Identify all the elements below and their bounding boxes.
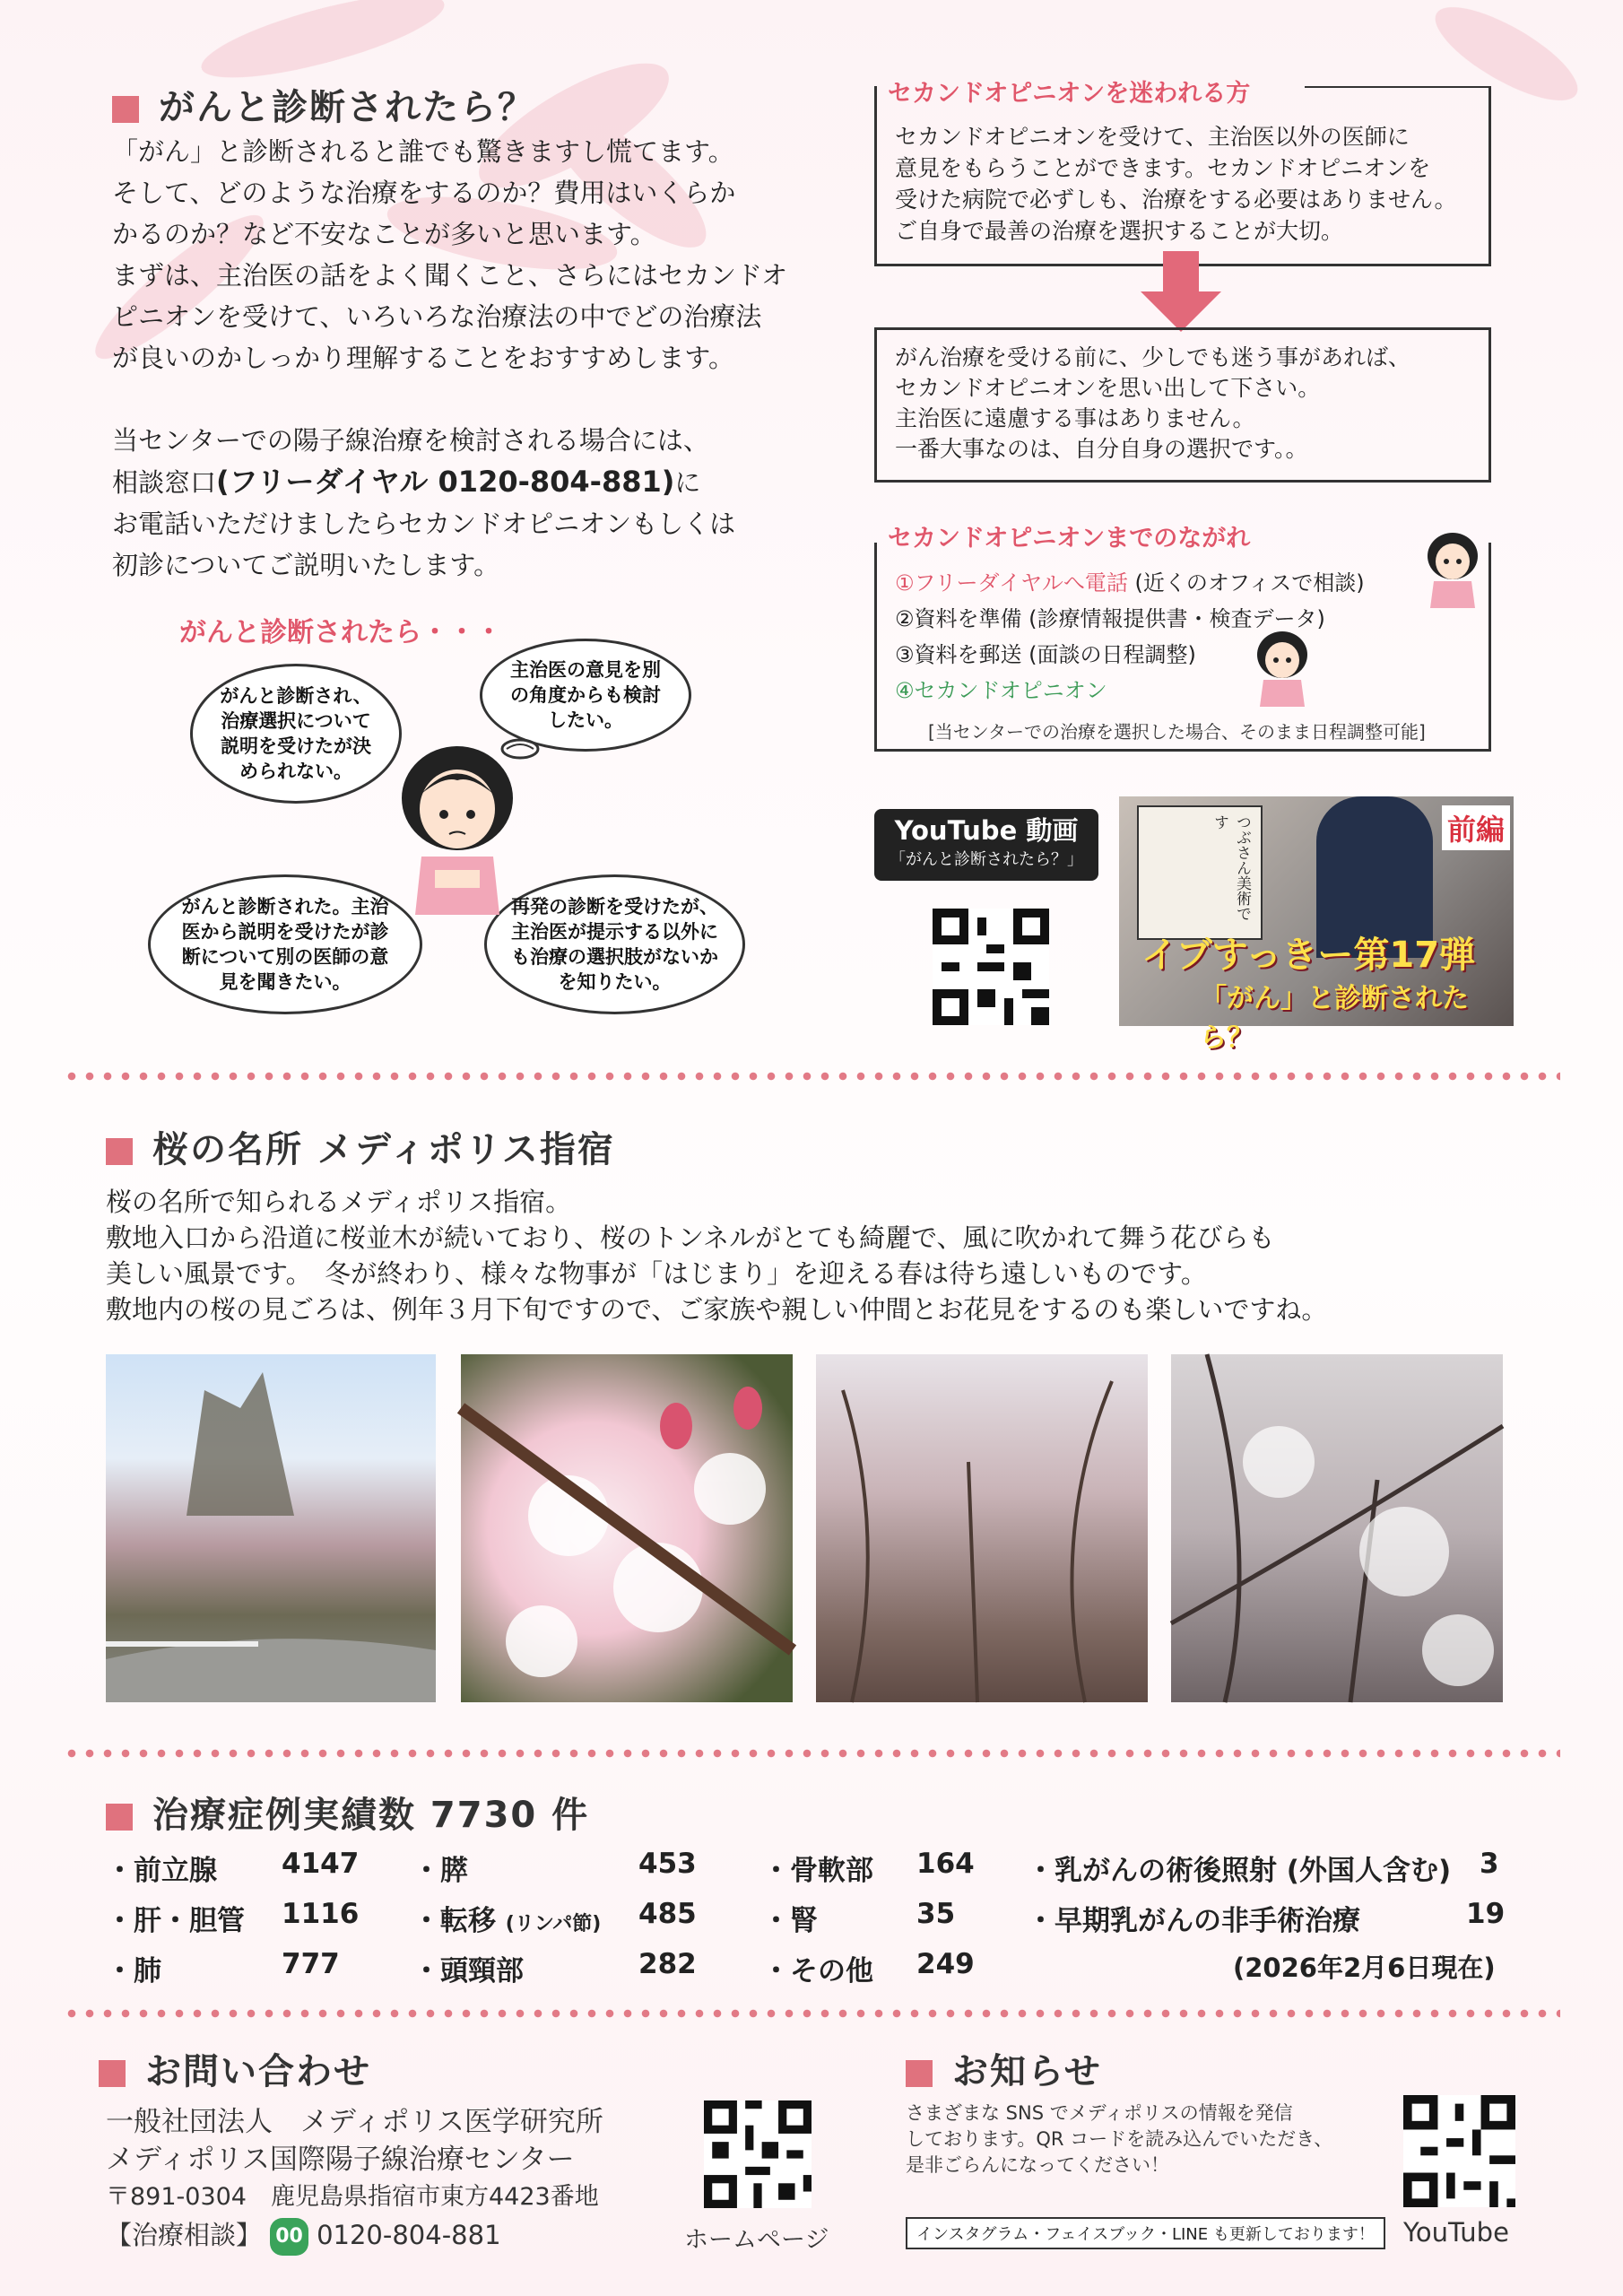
heading-square-icon <box>112 96 139 123</box>
sigh-icon <box>498 735 542 762</box>
sakura-paragraph: 桜の名所で知られるメディポリス指宿。 敷地入口から沿道に桜並木が続いており、桜のトンネルがとても綺麗で、風に吹かれて舞う花びらも 美しい風景です。 冬が終わり、様々な物事が「はじまり」を迎える春は待ち遠しいものです。 敷地内の桜の見ごろは、例年３月下旬ですので、ご家族や親しい仲間とお花見をするのも楽しいですね。 <box>106 1187 1328 1325</box>
flow-step: ④セカンドオピニオン <box>895 678 1107 703</box>
address: 〒891-0304 鹿児島県指宿市東方4423番地 <box>106 2183 599 2211</box>
org-name: 一般社団法人 メディポリス医学研究所 <box>106 2106 603 2138</box>
stat-label: ・乳がんの術後照射 (外国人含む) <box>1027 1855 1452 1887</box>
sakura-photo-road <box>106 1354 436 1702</box>
stat-value: 453 <box>638 1848 697 1880</box>
illustration-title: がんと診断されたら・・・ <box>179 617 502 648</box>
stat-value: 35 <box>916 1898 956 1930</box>
text-line: 初診についてご説明いたします。 <box>112 550 500 580</box>
stat-label: ・肝・胆管 <box>106 1905 245 1937</box>
stat-label: ・早期乳がんの非手術治療 <box>1027 1905 1360 1937</box>
stat-value: 249 <box>916 1948 975 1980</box>
phone-line: 【治療相談】 00 0120-804-881 <box>106 2216 603 2256</box>
stat-label: ・肺 <box>106 1955 161 1987</box>
heading-square-icon <box>106 1804 133 1831</box>
sakura-photo-blossom <box>461 1354 793 1702</box>
stat-label: ・頭頸部 <box>412 1955 524 1987</box>
homepage-qr-label: ホームページ <box>684 2226 829 2254</box>
text-line: 当センターでの陽子線治療を検討される場合には、 <box>112 425 709 456</box>
news-heading: お知らせ <box>906 2043 1102 2094</box>
stat-label: ・その他 <box>762 1955 873 1987</box>
stat-label: ・転移 (リンパ節) <box>412 1905 602 1937</box>
staff-woman-icon <box>1251 628 1314 709</box>
second-opinion-title: セカンドオピニオンを迷われる方 <box>888 80 1251 108</box>
consult-paragraph <box>112 420 874 586</box>
text-line: かるのか？など不安なことが多いと思います。 <box>112 219 656 249</box>
sns-notice-box: インスタグラム・フェイスブック・LINE も更新しております！ <box>906 2217 1385 2249</box>
heading-square-icon <box>906 2060 933 2087</box>
stat-label: ・骨軟部 <box>762 1855 873 1887</box>
stat-value: 282 <box>638 1948 697 1980</box>
second-opinion-box1: セカンドオピニオンを受けて、主治医以外の医師に 意見をもらうことができます。セカンドオピニオンを 受けた病院で必ずしも、治療をする必要はありません。 ご自身で最善の治療を選択することが大切。 <box>895 124 1457 244</box>
text-line: お電話いただけましたらセカンドオピニオンもしくは <box>112 509 736 539</box>
text-line: 相談窓口(フリーダイヤル 0120-804-881)に <box>112 465 701 499</box>
center-name: メディポリス国際陽子線治療センター <box>106 2144 575 2176</box>
stats-heading: 治療症例実績数 7730 件 <box>106 1787 589 1838</box>
sakura-heading: 桜の名所 メディポリス指宿 <box>106 1121 615 1172</box>
stat-label: ・腎 <box>762 1905 818 1937</box>
stat-value: 485 <box>638 1898 697 1930</box>
contact-info <box>106 2103 603 2256</box>
news-text: さまざまな SNS でメディポリスの情報を発信 しております。QR コードを読み込んでいただき、 是非ごらんになってください！ <box>906 2102 1333 2176</box>
heading-square-icon <box>99 2060 126 2087</box>
youtube-thumbnail[interactable] <box>1119 796 1514 1054</box>
flow-title: セカンドオピニオンまでのながれ <box>888 525 1251 552</box>
stat-value: 4147 <box>282 1848 360 1880</box>
stat-label: ・膵 <box>412 1855 468 1887</box>
text-line: ピニオンを受けて、いろいろな治療法の中でどの治療法 <box>112 301 762 332</box>
thought-bubble: 再発の診断を受けたが、主治医が提示する以外にも治療の選択肢がないかを知りたい。 <box>484 874 745 1014</box>
staff-woman-icon <box>1421 529 1484 610</box>
text-line: まずは、主治医の話をよく聞くこと、さらにはセカンドオ <box>112 260 788 291</box>
dotted-divider <box>63 1749 1560 1758</box>
second-opinion-box2: がん治療を受ける前に、少しでも迷う事があれば、 セカンドオピニオンを思い出して下さい。 主治医に遠慮する事はありません。 一番大事なのは、自分自身の選択です。。 <box>895 344 1411 462</box>
youtube-channel-qr-code[interactable] <box>1403 2095 1515 2207</box>
dotted-divider <box>63 1072 1560 1081</box>
diagnosis-paragraph <box>112 131 874 378</box>
freedial-number[interactable]: (フリーダイヤル 0120-804-881) <box>216 465 675 499</box>
thought-bubble: 主治医の意見を別の角度からも検討したい。 <box>480 639 691 752</box>
flow-step: ①フリーダイヤルへ電話 (近くのオフィスで相談) <box>895 570 1365 596</box>
youtube-qr-label: YouTube <box>1403 2217 1509 2248</box>
homepage-qr-code[interactable] <box>704 2100 812 2208</box>
thumbnail-subtitle: 「がん」と診断されたら？ <box>1200 983 1469 1054</box>
stat-value: 164 <box>916 1848 975 1880</box>
contact-heading: お問い合わせ <box>99 2043 371 2094</box>
heading-square-icon <box>106 1138 133 1165</box>
sakura-photo-branches <box>1171 1354 1503 1702</box>
flow-note: [当センターでの治療を選択した場合、そのまま日程調整可能] <box>928 721 1426 743</box>
text-line: が良いのかしっかり理解することをおすすめします。 <box>112 343 734 373</box>
sakura-photo-tunnel <box>816 1354 1148 1702</box>
youtube-label-box[interactable]: YouTube 動画 「がんと診断されたら？」 <box>874 809 1098 881</box>
youtube-qr-code[interactable] <box>933 909 1049 1025</box>
phone-number[interactable]: 0120-804-881 <box>317 2220 501 2250</box>
flow-step: ②資料を準備 (診療情報提供書・検査データ) <box>895 606 1325 631</box>
thumbnail-tag: 前編 <box>1442 805 1510 850</box>
freedial-icon: 00 <box>270 2218 308 2256</box>
thumbnail-title: イブすっきー第17弾 <box>1141 935 1476 976</box>
stat-value: 3 <box>1480 1848 1499 1880</box>
thought-bubble: がんと診断された。主治医から説明を受けたが診断について別の医師の意見を聞きたい。 <box>148 874 422 1014</box>
dotted-divider <box>63 2009 1560 2018</box>
diagnosis-heading: がんと診断されたら？ <box>112 79 535 130</box>
stat-value: 19 <box>1466 1898 1506 1930</box>
stat-value: 1116 <box>282 1898 360 1930</box>
worried-woman-icon <box>381 744 534 924</box>
stat-value: 777 <box>282 1948 340 1980</box>
down-arrow-icon <box>1141 251 1221 332</box>
thought-bubble: がんと診断され、治療選択について説明を受けたが決められない。 <box>190 664 402 804</box>
stats-date: (2026年2月6日現在) <box>1233 1952 1496 1983</box>
text-line: そして、どのような治療をするのか？費用はいくらか <box>112 178 736 208</box>
text-line: 「がん」と診断されると誰でも驚きますし慌てます。 <box>112 136 734 167</box>
thumbnail-sign: つぶさん美術です <box>1137 805 1263 940</box>
stat-label: ・前立腺 <box>106 1855 217 1887</box>
flow-step: ③資料を郵送 (面談の日程調整) <box>895 642 1196 667</box>
